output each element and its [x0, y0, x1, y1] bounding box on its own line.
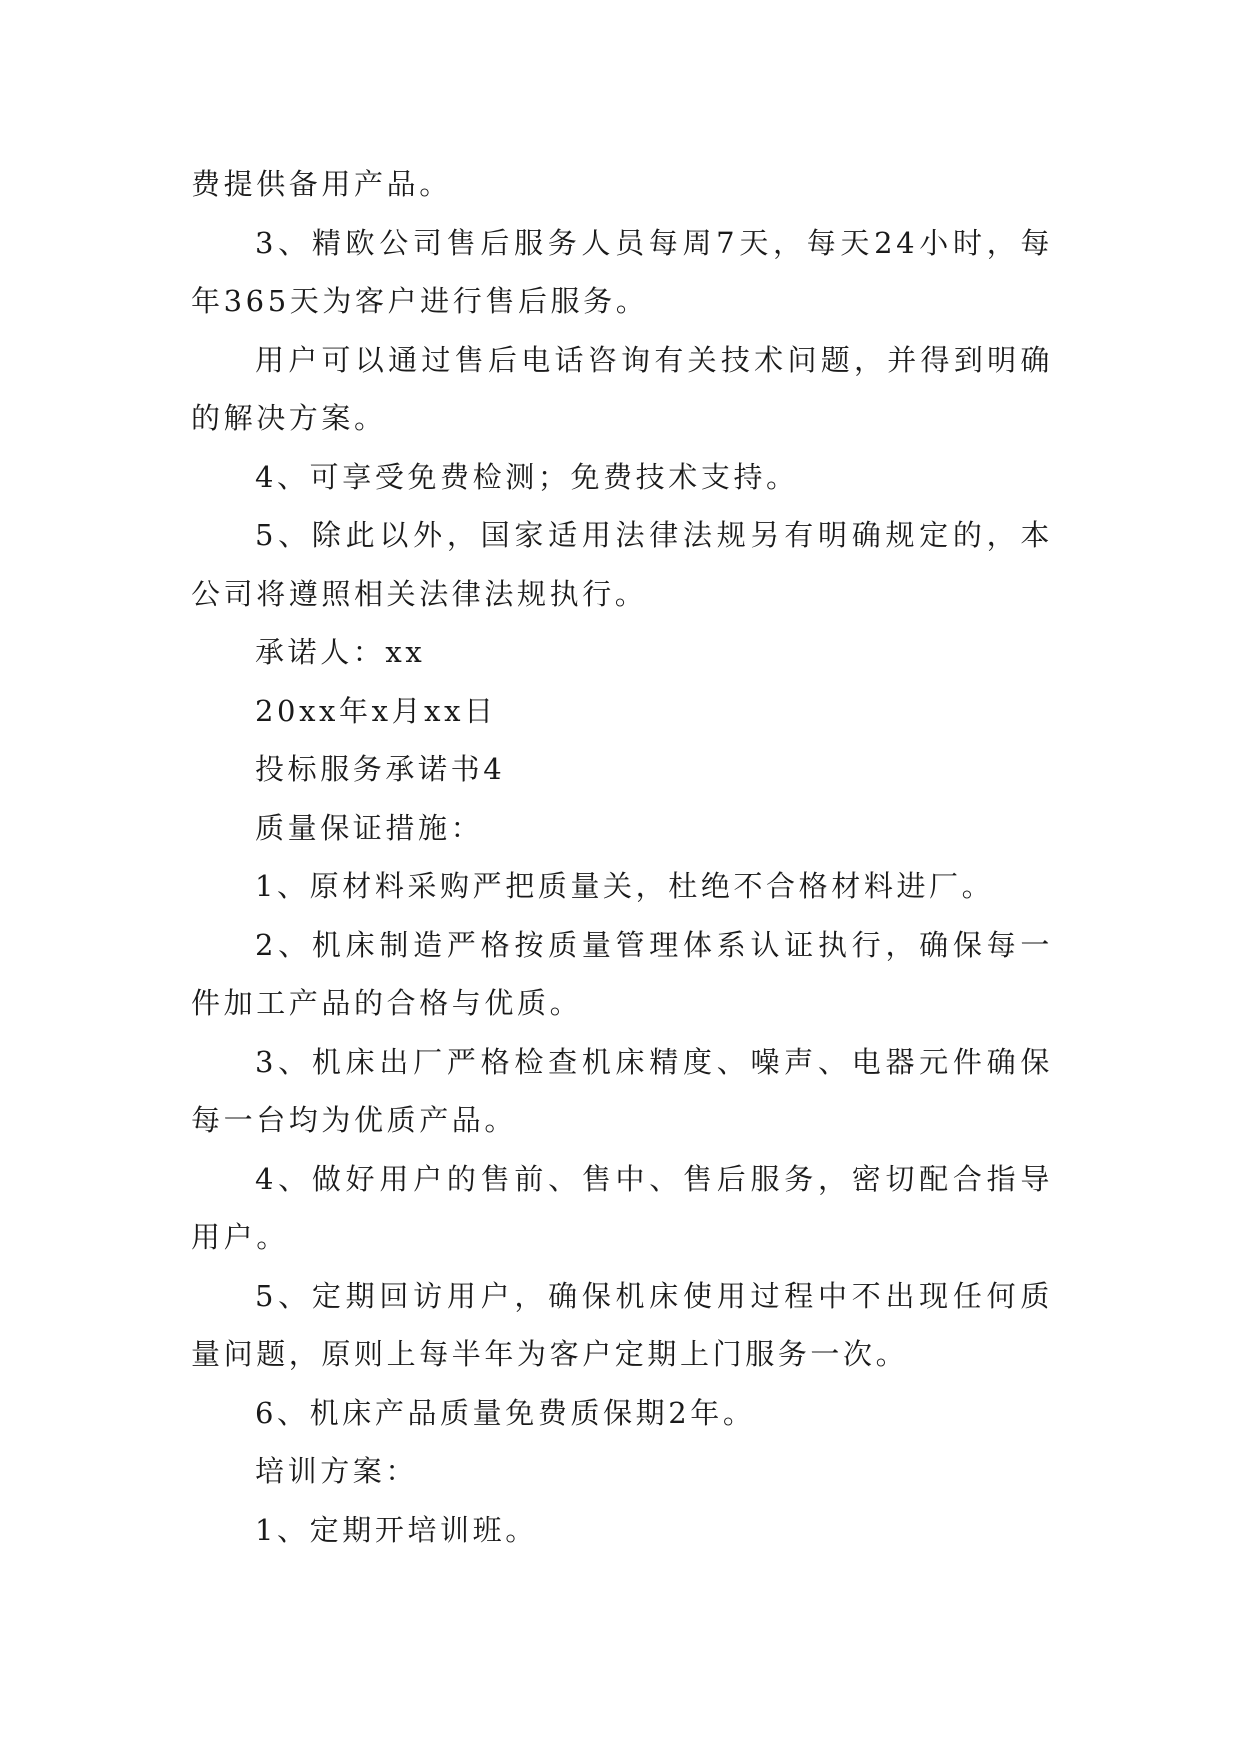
paragraph-16: 1、定期开培训班。: [255, 1512, 538, 1547]
date-line: 20xx年x月xx日: [255, 693, 497, 728]
paragraph-3: 4、可享受免费检测；免费技术支持。: [255, 459, 799, 494]
subheading-training: 培训方案：: [255, 1454, 419, 1488]
paragraph-13: 5、定期回访用户，确保机床使用过程中不出现任何质量问题，原则上每半年为客户定期上门服务一次。: [191, 1278, 1053, 1371]
subheading-quality: 质量保证措施：: [255, 810, 484, 845]
paragraph-4: 5、除此以外，国家适用法律法规另有明确规定的，本公司将遵照相关法律法规执行。: [191, 518, 1053, 611]
paragraph-9: 1、原材料采购严把质量关，杜绝不合格材料进厂。: [255, 869, 995, 903]
document-body: [191, 155, 1053, 1559]
paragraph-0: 费提供备用产品。: [191, 167, 452, 201]
paragraph-10: 2、机床制造严格按质量管理体系认证执行，确保每一件加工产品的合格与优质。: [191, 927, 1053, 1020]
paragraph-12: 4、做好用户的售前、售中、售后服务，密切配合指导用户。: [191, 1161, 1053, 1254]
section-title: 投标服务承诺书4: [255, 752, 506, 786]
paragraph-1: 3、精欧公司售后服务人员每周7天，每天24小时，每年365天为客户进行售后服务。: [191, 225, 1053, 318]
paragraph-2: 用户可以通过售后电话咨询有关技术问题，并得到明确的解决方案。: [191, 342, 1053, 435]
paragraph-11: 3、机床出厂严格检查机床精度、噪声、电器元件确保每一台均为优质产品。: [191, 1044, 1053, 1137]
paragraph-14: 6、机床产品质量免费质保期2年。: [255, 1395, 756, 1430]
signatory-line: 承诺人：xx: [255, 635, 426, 669]
